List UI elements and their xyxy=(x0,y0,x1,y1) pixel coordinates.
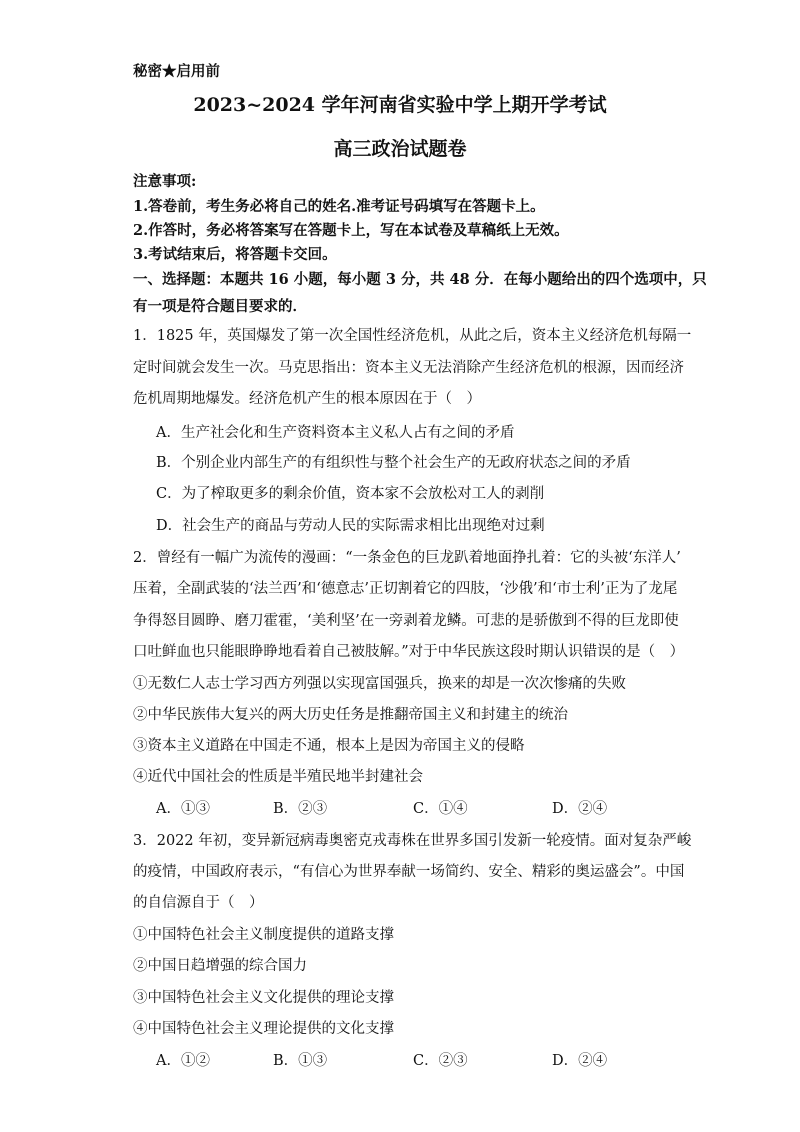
q3-stem-line2: 的疫情，中国政府表示，“有信心为世界奉献一场简约、安全、精彩的奥运盛会”。中国 xyxy=(133,864,685,880)
q3-statement-2: ②中国日趋增强的综合国力 xyxy=(133,958,307,974)
q3-stem-line1: 3．2022 年初，变异新冠病毒奥密克戎毒株在世界多国引发新一轮疫情。面对复杂严峻 xyxy=(133,833,692,849)
q2-statement-1: ①无数仁人志士学习西方列强以实现富国强兵，换来的却是一次次惨痛的失败 xyxy=(133,676,626,692)
section-instruction-line2: 有一项是符合题目要求的． xyxy=(133,298,307,315)
note-3: 3.考试结束后，将答题卡交回。 xyxy=(133,246,337,263)
q2-stem-line1: 2．曾经有一幅广为流传的漫画：“一条金色的巨龙趴着地面挣扎着：它的头被‘东洋人’ xyxy=(133,550,681,566)
q3-option-a: A．①② xyxy=(156,1053,210,1069)
section-instruction-line1: 一、选择题：本题共 16 小题，每小题 3 分，共 48 分．在每小题给出的四个选项中，只 xyxy=(133,271,707,288)
q2-option-d: D．②④ xyxy=(552,801,608,817)
q2-option-b: B．②③ xyxy=(273,801,328,817)
q1-option-c: C．为了榨取更多的剩余价值，资本家不会放松对工人的剥削 xyxy=(156,486,545,502)
q2-stem-line2: 压着，全副武装的‘法兰西’和‘德意志’正切割着它的四肢，‘沙俄’和‘市士利’正为了龙尾 xyxy=(133,581,678,597)
q3-statement-3: ③中国特色社会主义文化提供的理论支撑 xyxy=(133,990,394,1006)
q3-option-b: B．①③ xyxy=(273,1053,328,1069)
q3-statement-1: ①中国特色社会主义制度提供的道路支撑 xyxy=(133,927,394,943)
notes-heading: 注意事项: xyxy=(133,173,197,190)
note-2: 2.作答时，务必将答案写在答题卡上，写在本试卷及草稿纸上无效。 xyxy=(133,222,569,239)
q2-option-a: A．①③ xyxy=(156,801,210,817)
q1-option-d: D．社会生产的商品与劳动人民的实际需求相比出现绝对过剩 xyxy=(156,518,545,534)
q1-stem-line1: 1．1825 年，英国爆发了第一次全国性经济危机，从此之后，资本主义经济危机每隔一 xyxy=(133,328,692,344)
q2-stem-line4: 口吐鲜血也只能眼睁睁地看着自己被肢解。”对于中华民族这段时期认识错误的是（ ） xyxy=(133,644,685,660)
q1-option-a: A．生产社会化和生产资料资本主义私人占有之间的矛盾 xyxy=(156,425,515,441)
q3-option-c: C．②③ xyxy=(413,1053,468,1069)
q2-statement-2: ②中华民族伟大复兴的两大历史任务是推翻帝国主义和封建主的统治 xyxy=(133,707,568,723)
q2-stem-line3: 争得怒目圆睁、磨刀霍霍，‘美利坚’在一旁剥着龙鳞。可悲的是骄傲到不得的巨龙即使 xyxy=(133,613,679,629)
q3-stem-line3: 的自信源自于（ ） xyxy=(133,895,264,911)
confidential-mark: 秘密★启用前 xyxy=(133,63,220,80)
q3-statement-4: ④中国特色社会主义理论提供的文化支撑 xyxy=(133,1021,394,1037)
q2-statement-3: ③资本主义道路在中国走不通，根本上是因为帝国主义的侵略 xyxy=(133,738,525,754)
q2-option-c: C．①④ xyxy=(413,801,468,817)
q3-option-d: D．②④ xyxy=(552,1053,608,1069)
exam-title: 2023~2024 学年河南省实验中学上期开学考试 xyxy=(193,94,607,116)
exam-subtitle: 高三政治试题卷 xyxy=(333,138,467,160)
q1-option-b: B．个别企业内部生产的有组织性与整个社会生产的无政府状态之间的矛盾 xyxy=(156,455,631,471)
q2-statement-4: ④近代中国社会的性质是半殖民地半封建社会 xyxy=(133,769,423,785)
q1-stem-line2: 定时间就会发生一次。马克思指出：资本主义无法消除产生经济危机的根源，因而经济 xyxy=(133,360,684,376)
note-1: 1.答卷前，考生务必将自己的姓名.准考证号码填写在答题卡上。 xyxy=(133,198,545,215)
q1-stem-line3: 危机周期地爆发。经济危机产生的根本原因在于（ ） xyxy=(133,391,481,407)
